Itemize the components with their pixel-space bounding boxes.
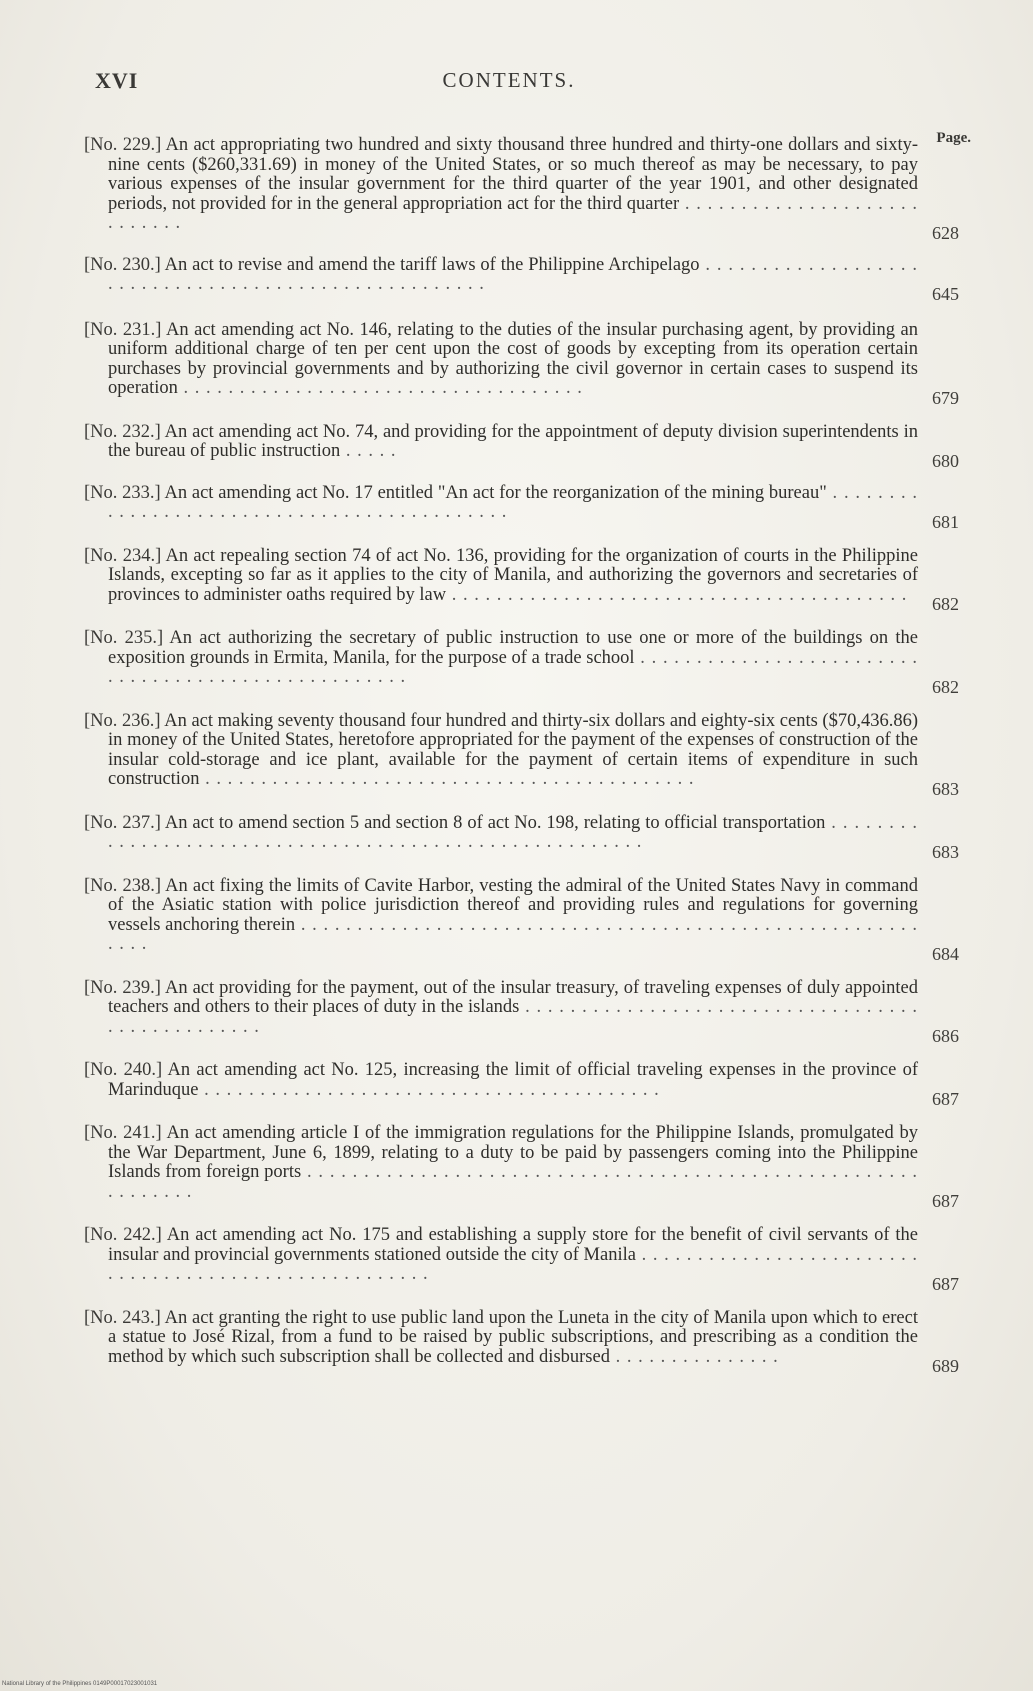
dot-leader: . . . . . . . . . . . . . . . . . . . . . . . . . . . . . . . . . . . . . . . . .	[446, 584, 908, 605]
entry-number: [No. 237.]	[84, 812, 161, 833]
dot-leader: . . . . . . . . . . . . . . . . . . . . . . . . . . . .	[108, 193, 918, 233]
entry-page-number: 682	[932, 676, 959, 697]
contents-entry	[84, 319, 959, 408]
entry-page-number: 679	[932, 387, 959, 408]
entry-title: An act amending act No. 175 and establishing a supply store for the benefit of civil servants of the insular and provincial governments stationed outside the city of Manila	[108, 1225, 918, 1265]
entry-title: An act providing for the payment, out of the insular treasury, of traveling expenses of duly appointed teachers and others to their places of duty in the islands	[108, 977, 918, 1017]
entry-number: [No. 238.]	[84, 875, 162, 896]
dot-leader: . . . . . . . . . . . . . . . . . . . . . . . . . . . . . . . . . . . . . . . . . . . .	[108, 482, 919, 522]
entry-number: [No. 239.]	[84, 977, 161, 998]
entry-page-number: 686	[932, 1026, 959, 1046]
dot-leader: . . . . . . . . . . . . . . . . . . . . . . . . . . . . . . . . . . . . . . . . . . . . . . . . . . . . .	[108, 254, 919, 294]
contents-entry	[84, 812, 959, 862]
dot-leader: . . . . . . . . . . . . . . . . . . . . . . . . . . . . . . . . . . . . . . . . . . . . . . . . . . . . . . . . . . .	[108, 914, 919, 954]
entry-title: An act repealing section 74 of act No. 136, providing for the organization of courts in the Philippine Islands, excepting so far as it applies to the city of Manila, and authorizing the governors and secretaries of provinces to administer oaths required by law	[108, 545, 918, 605]
dot-leader: . . . . . . . . . . . . . . . . . . . . . . . . . . . . . . . . . . . . . . . . . . . . . . . . . . . .	[108, 647, 919, 687]
entry-number: [No. 236.]	[84, 710, 161, 731]
entry-page-number: 628	[932, 222, 959, 243]
entry-number: [No. 242.]	[84, 1225, 162, 1245]
contents-entry	[84, 254, 959, 304]
entry-page-number: 680	[932, 450, 959, 471]
dot-leader: . . . . .	[340, 441, 397, 461]
entry-page-number: 684	[932, 943, 959, 964]
dot-leader: . . . . . . . . . . . . . . . . . . . . . . . . . . . . . . . . . . . . . . . . .	[198, 1079, 660, 1100]
contents-entry	[84, 1123, 959, 1211]
entry-page-number: 683	[932, 841, 959, 862]
dot-leader: . . . . . . . . . . . . . . . . . . . . . . . . . . . . . . . . . . . . . . . . . . . . . . . . . . . . . . . .	[108, 812, 918, 852]
entry-title: An act making seventy thousand four hundred and thirty-six dollars and eighty-six cents ($70,436.86) in money of the United States, heretofore appropriated for the payment of the expenses of construction of the insular cold-storage and ice plant, available for the payment of certain items of expenditure in such construction	[108, 710, 919, 789]
entry-number: [No. 234.]	[84, 545, 162, 566]
entry-page-number: 687	[932, 1273, 959, 1294]
entry-number: [No. 231.]	[84, 319, 162, 340]
entry-number: [No. 241.]	[84, 1123, 162, 1143]
contents-entry	[84, 875, 959, 964]
dot-leader: . . . . . . . . . . . . . . . . . . . . . . . . . . . . . . . . . . . . . . . . . . . . . . . . . . . . . .	[108, 1244, 919, 1284]
entry-title: An act to revise and amend the tariff laws of the Philippine Archipelago	[164, 254, 700, 275]
dot-leader: . . . . . . . . . . . . . . .	[609, 1346, 779, 1367]
contents-entry	[84, 710, 959, 799]
entry-page-number: 689	[932, 1356, 959, 1376]
entry-page-number: 681	[932, 511, 959, 532]
dot-leader: . . . . . . . . . . . . . . . . . . . . . . . . . . . . . . . . . . . .	[177, 378, 583, 398]
entry-title: An act fixing the limits of Cavite Harbor, vesting the admiral of the United States Navy in command of the Asiatic station with police jurisdiction thereof and providing rules and regulations for governing vessels anchoring therein	[108, 875, 918, 935]
entry-number: [No. 232.]	[84, 421, 161, 442]
page-column-label: Page.	[936, 130, 971, 146]
contents-list	[84, 135, 959, 1376]
entry-title: An act to amend section 5 and section 8 of act No. 198, relating to official transportation	[164, 812, 826, 833]
entry-number: [No. 229.]	[84, 135, 162, 155]
dot-leader: . . . . . . . . . . . . . . . . . . . . . . . . . . . . . . . . . . . . . . . . . . . . . . . . . . . . . . . . . . . . . .	[108, 1162, 918, 1202]
contents-entry	[84, 482, 959, 532]
contents-entry	[84, 135, 959, 243]
contents-entry	[84, 421, 959, 471]
library-stamp: National Library of the Philippines 0149P00017023001031	[2, 1681, 158, 1687]
entry-title: An act authorizing the secretary of public instruction to use one or more of the buildings on the exposition grounds in Ermita, Manila, for the purpose of a trade school	[108, 628, 919, 668]
entry-number: [No. 230.]	[84, 254, 161, 275]
entry-page-number: 682	[932, 594, 959, 614]
entry-title: An act amending act No. 125, increasing the limit of official traveling expenses in the province of Marinduque	[108, 1060, 918, 1100]
entry-number: [No. 233.]	[84, 482, 161, 503]
entry-number: [No. 240.]	[84, 1060, 163, 1080]
entry-page-number: 687	[932, 1089, 959, 1109]
entry-page-number: 683	[932, 778, 959, 799]
entry-title: An act granting the right to use public land upon the Luneta in the city of Manila upon which to erect a statue to José Rizal, from a fund to be raised by public subscriptions, and prescribing as a condition the method by which such subscription shall be collected and disbursed	[108, 1307, 918, 1367]
entry-title: An act appropriating two hundred and sixty thousand three hundred and thirty-one dollars and sixty-nine cents ($260,331.69) in money of the United States, or so much thereof as may be necessary, to pay various expenses of the insular government for the third quarter of the year 1901, and other designated periods, not provided for in the general appropriation act for the third quarter	[108, 135, 918, 214]
page-folio: XVI	[95, 68, 139, 93]
entry-page-number: 687	[932, 1191, 959, 1211]
entry-title: An act amending act No. 146, relating to the duties of the insular purchasing agent, by providing an uniform additional charge of ten per cent upon the cost of goods by excepting from its operation certain purchases by provincial governments and by authorizing the civil governor in certain cases to suspend its operation	[108, 319, 919, 398]
dot-leader: . . . . . . . . . . . . . . . . . . . . . . . . . . . . . . . . . . . . . . . . . . . .	[199, 769, 695, 789]
entry-page-number: 645	[932, 283, 959, 304]
entry-title: An act amending article I of the immigration regulations for the Philippine Islands, promulgated by the War Department, June 6, 1899, relating to a duty to be paid by passengers coming into the Philippine Islands from foreign ports	[108, 1123, 919, 1182]
contents-entry	[84, 628, 959, 697]
contents-entry	[84, 977, 959, 1046]
running-title: CONTENTS.	[442, 68, 576, 92]
entry-title: An act amending act No. 17 entitled "An act for the reorganization of the mining bureau"	[164, 482, 827, 503]
dot-leader: . . . . . . . . . . . . . . . . . . . . . . . . . . . . . . . . . . . . . . . . . . . . . . . . .	[108, 997, 918, 1037]
contents-entry	[84, 545, 959, 614]
page-header	[95, 68, 923, 98]
contents-entry	[84, 1225, 959, 1294]
entry-title: An act amending act No. 74, and providing for the appointment of deputy division superintendents in the bureau of public instruction	[108, 421, 918, 461]
contents-entry	[84, 1307, 959, 1376]
entry-number: [No. 243.]	[84, 1307, 161, 1328]
entry-number: [No. 235.]	[84, 628, 164, 648]
contents-entry	[84, 1060, 959, 1109]
